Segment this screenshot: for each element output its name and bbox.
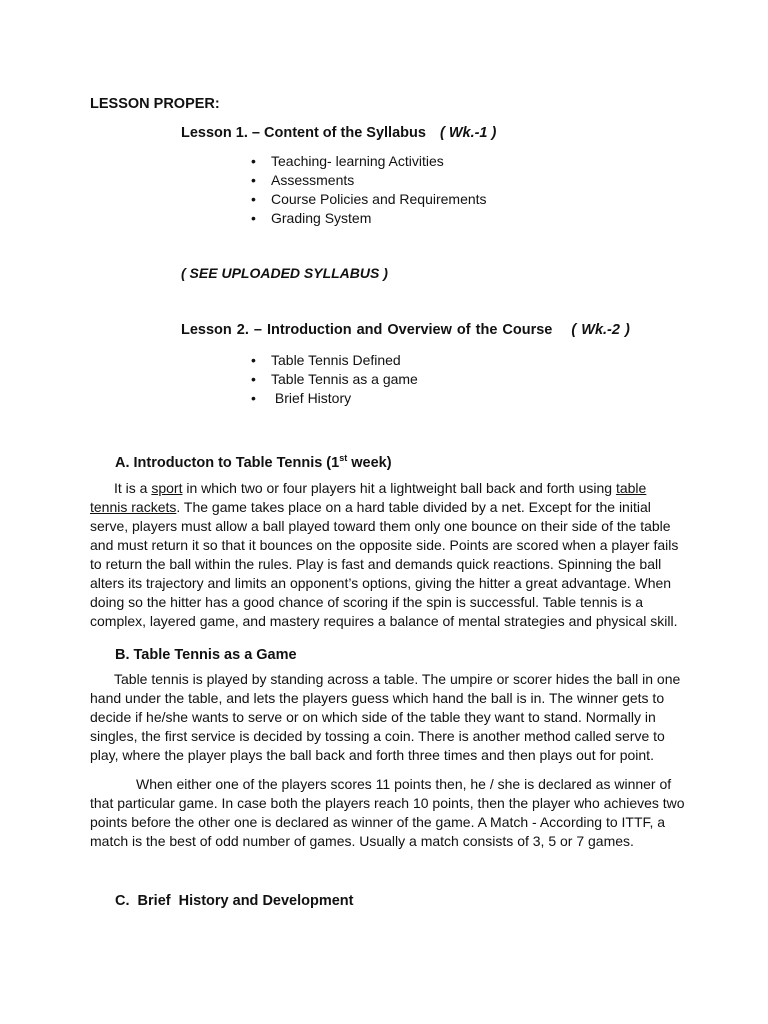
list-item: • Grading System bbox=[251, 209, 487, 228]
text-run: in which two or four players hit a lightweight ball back and forth using bbox=[182, 480, 616, 496]
list-item: • Brief History bbox=[251, 389, 418, 408]
lesson2-title: Lesson 2. – Introduction and Overview of the Course bbox=[181, 322, 553, 338]
list-item: • Table Tennis Defined bbox=[251, 351, 418, 370]
paragraph-line: serve, players must allow a ball played toward them only one bounce on their side of the table bbox=[90, 518, 671, 534]
paragraph-line: points before the other one is declared as winner of the game. A Match - According to ITTF, a bbox=[90, 814, 666, 830]
text-run: . The game takes place on a hard table divided by a net. Except for the initial bbox=[176, 499, 651, 515]
sport-link[interactable]: sport bbox=[151, 480, 183, 496]
paragraph-line bbox=[90, 498, 680, 517]
lesson1-list bbox=[251, 152, 487, 228]
paragraph-line: that particular game. In case both the players reach 10 points, then the player who achieves two bbox=[90, 795, 685, 811]
section-b-paragraph-1 bbox=[90, 670, 680, 765]
paragraph-line: complex, layered game, and mastery requires a balance of mental strategies and physical skill. bbox=[90, 613, 678, 629]
section-a-title: A. Introducton to Table Tennis (1 bbox=[115, 455, 340, 471]
paragraph-line: to return the ball within the rules. Play is fast and demands quick reactions. Spinning the ball bbox=[90, 556, 662, 572]
paragraph-line: singles, the first service is decided by tossing a coin. There is another method called serve to bbox=[90, 728, 665, 744]
paragraph-line: and must return it so that it bounces on the opposite side. Points are scored when a player fails bbox=[90, 537, 679, 553]
section-a-title-end: week) bbox=[347, 455, 392, 471]
lesson2-week: ( Wk.-2 ) bbox=[571, 322, 630, 338]
list-item: • Teaching- learning Activities bbox=[251, 152, 487, 171]
lesson1-heading bbox=[181, 125, 496, 141]
paragraph-line: Table tennis is played by standing across a table. The umpire or scorer hides the ball in one bbox=[114, 671, 681, 687]
lesson2-list bbox=[251, 351, 418, 408]
section-c-heading: C. Brief History and Development bbox=[115, 893, 354, 909]
list-item: • Assessments bbox=[251, 171, 487, 190]
paragraph-line: play, where the player plays the ball back and forth three times and then plays out for point. bbox=[90, 747, 654, 763]
tennis-rackets-link[interactable]: tennis rackets bbox=[90, 499, 177, 515]
paragraph-line: doing so the hitter has a good chance of scoring if the spin is successful. Table tennis is a bbox=[90, 594, 644, 610]
section-b-paragraph-2 bbox=[90, 775, 685, 851]
paragraph-line: alters its trajectory and limits an opponent’s options, giving the hitter a great advantage. When bbox=[90, 575, 672, 591]
lesson1-title: Lesson 1. – Content of the Syllabus bbox=[181, 125, 426, 141]
syllabus-note: ( SEE UPLOADED SYLLABUS ) bbox=[181, 265, 388, 281]
text-run: It is a bbox=[114, 480, 152, 496]
paragraph-line: decide if he/she wants to serve or on which side of the table they want to stand. Normally in bbox=[90, 709, 656, 725]
section-a-heading bbox=[115, 455, 392, 471]
paragraph-line: hand under the table, and lets the players guess which hand the ball is in. The winner gets to bbox=[90, 690, 665, 706]
paragraph-line bbox=[90, 479, 680, 498]
paragraph-line: match is the best of odd number of games. Usually a match consists of 3, 5 or 7 games. bbox=[90, 833, 634, 849]
lesson-proper-heading: LESSON PROPER: bbox=[90, 96, 220, 112]
lesson2-heading bbox=[181, 322, 630, 338]
list-item: • Course Policies and Requirements bbox=[251, 190, 487, 209]
paragraph-line: When either one of the players scores 11 points then, he / she is declared as winner of bbox=[136, 776, 672, 792]
section-a-paragraph bbox=[90, 479, 680, 631]
section-a-sup: st bbox=[339, 453, 348, 464]
table-link[interactable]: table bbox=[615, 480, 647, 496]
section-b-heading: B. Table Tennis as a Game bbox=[115, 647, 297, 663]
list-item: • Table Tennis as a game bbox=[251, 370, 418, 389]
lesson1-week: ( Wk.-1 ) bbox=[439, 125, 497, 141]
